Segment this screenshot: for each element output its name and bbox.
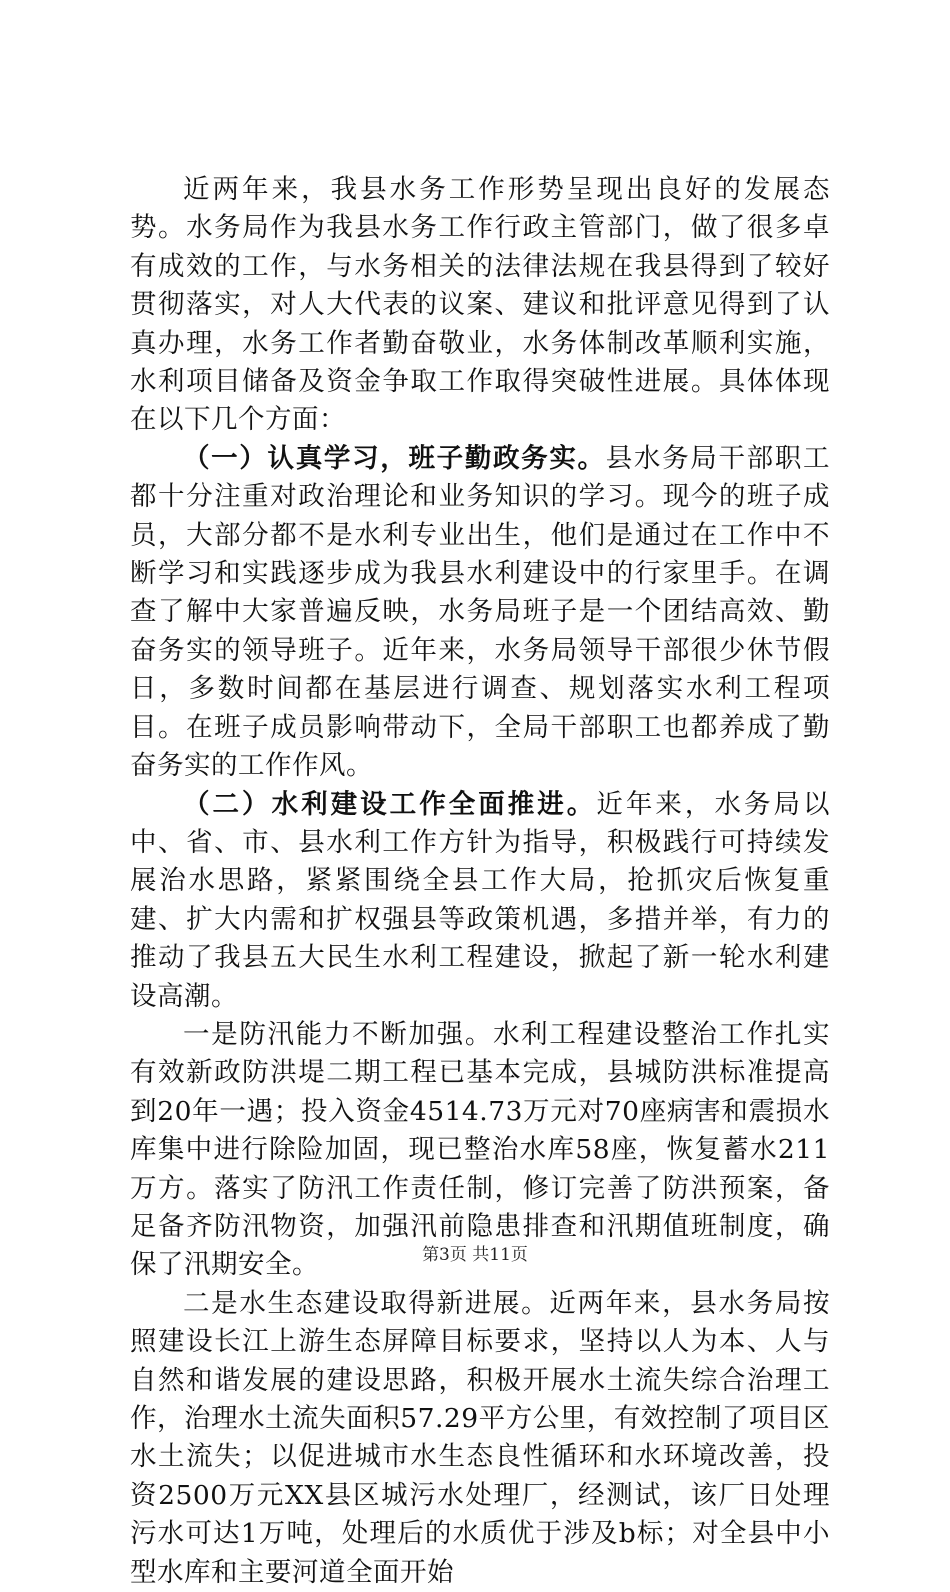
page-number-label: 第3页 共11页 — [422, 1245, 528, 1265]
document-body — [130, 171, 830, 1592]
page-footer — [0, 1243, 950, 1267]
paragraph-text: 近年来，水务局以中、省、市、县水利工作方针为指导，积极践行可持续发展治水思路，紧紧围绕全县工作大局，抢抓灾后恢复重建、扩大内需和扩权强县等政策机遇，多措并举，有力的推动了我县五大民生水利工程建设，掀起了新一轮水利建设高潮。 — [130, 788, 831, 1012]
paragraph-intro — [130, 171, 830, 440]
paragraph-text: 二是水生态建设取得新进展。近两年来，县水务局按照建设长江上游生态屏障目标要求，坚持以人为本、人与自然和谐发展的建设思路，积极开展水土流失综合治理工作，治理水土流失面积57.29平方公里，有效控制了项目区水土流失；以促进城市水生态良性循环和水环境改善，投资2500万元XX县区城污水处理厂，经测试，该厂日处理污水可达1万吨，处理后的水质优于涉及b标；对全县中小型水库和主要河道全面开始 — [130, 1287, 830, 1588]
paragraph-text: 县水务局干部职工都十分注重对政治理论和业务知识的学习。现今的班子成员，大部分都不是水利专业出生，他们是通过在工作中不断学习和实践逐步成为我县水利建设中的行家里手。在调查了解中大家普遍反映，水务局班子是一个团结高效、勤奋务实的领导班子。近年来，水务局领导干部很少休节假日，多数时间都在基层进行调查、规划落实水利工程项目。在班子成员影响带动下，全局干部职工也都养成了勤奋务实的工作作风。 — [130, 442, 831, 782]
paragraph-text: 一是防汛能力不断加强。水利工程建设整治工作扎实有效新政防洪堤二期工程已基本完成，县城防洪标准提高到20年一遇；投入资金4514.73万元对70座病害和震损水库集中进行除险加固，现已整治水库58座，恢复蓄水211万方。落实了防汛工作责任制，修订完善了防洪预案，备足备齐防汛物资，加强汛前隐患排查和汛期值班制度，确保了汛期安全。 — [130, 1018, 830, 1281]
paragraph-text: 近两年来，我县水务工作形势呈现出良好的发展态势。水务局作为我县水务工作行政主管部门，做了很多卓有成效的工作，与水务相关的法律法规在我县得到了较好贯彻落实，对人大代表的议案、建议和批评意见得到了认真办理，水务工作者勤奋敬业，水务体制改革顺利实施，水利项目储备及资金争取工作取得突破性进展。具体体现在以下几个方面： — [130, 174, 830, 436]
section-heading: （一）认真学习，班子勤政务实。 — [183, 442, 606, 474]
section-heading: （二）水利建设工作全面推进。 — [183, 788, 597, 820]
paragraph-section-1 — [130, 440, 830, 786]
paragraph-section-2 — [130, 786, 830, 1016]
paragraph-water-ecology — [130, 1285, 830, 1592]
